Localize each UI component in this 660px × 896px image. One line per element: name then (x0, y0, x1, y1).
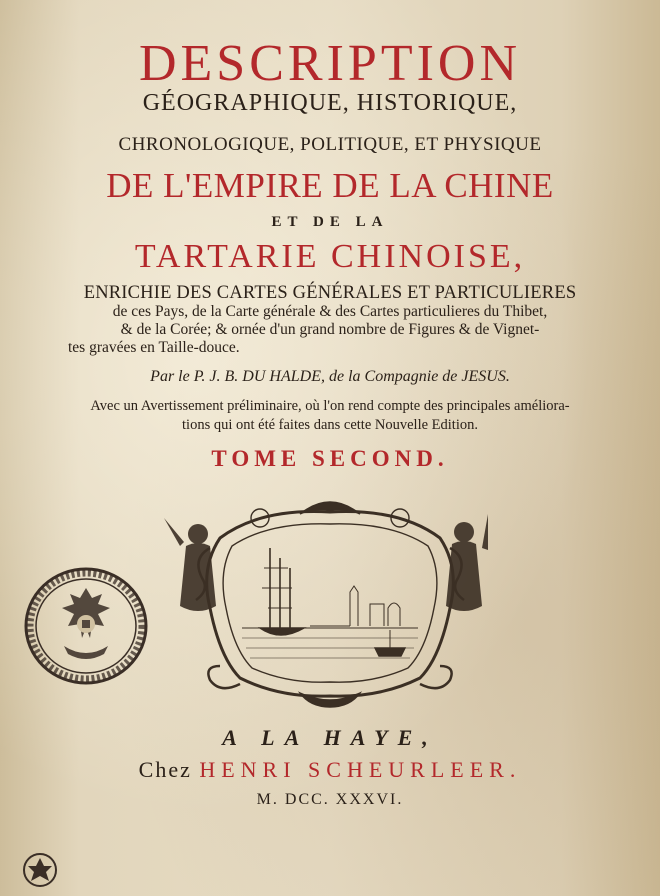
volume-title: TOME SECOND. (211, 446, 449, 471)
author-line: Par le P. J. B. DU HALDE, de la Compagnie de JESUS. (150, 368, 510, 385)
notice-line-1: Avec un Avertissement préliminaire, où l'on rend compte des principales améliora- (90, 398, 570, 414)
description-line-1: de ces Pays, de la Carte générale & des Cartes particulieres du Thibet, (112, 303, 548, 320)
subtitle-enrichie: ENRICHIE DES CARTES GÉNÉRALES ET PARTICULIERES (83, 283, 577, 303)
imprint-date: M. DCC. XXXVI. (256, 791, 404, 808)
corner-library-stamp-icon (20, 850, 60, 890)
imprint-publisher (0, 757, 660, 783)
description-line-2: & de la Corée; & ornée d'un grand nombre de Figures & de Vignet- (120, 321, 540, 338)
title-description: DESCRIPTION (138, 35, 522, 92)
publisher-name: HENRI SCHEURLEER. (199, 757, 522, 782)
publisher-prefix: Chez (138, 757, 192, 782)
library-stamp-icon (24, 566, 148, 686)
description-line-3: tes gravées en Taille-douce. (68, 339, 240, 356)
title-tartarie: TARTARIE CHINOISE, (134, 238, 526, 275)
subtitle-geographique: GÉOGRAPHIQUE, HISTORIQUE, (142, 90, 518, 116)
title-empire-chine: DE L'EMPIRE DE LA CHINE (106, 166, 554, 205)
imprint-place: A LA HAYE, (222, 725, 438, 750)
conjunction-et-de-la: ET DE LA (271, 214, 389, 230)
notice-line-2: tions qui ont été faites dans cette Nouvelle Edition. (182, 417, 478, 433)
engraved-harbor-vignette (150, 488, 510, 710)
subtitle-chronologique: CHRONOLOGIQUE, POLITIQUE, ET PHYSIQUE (118, 134, 542, 155)
